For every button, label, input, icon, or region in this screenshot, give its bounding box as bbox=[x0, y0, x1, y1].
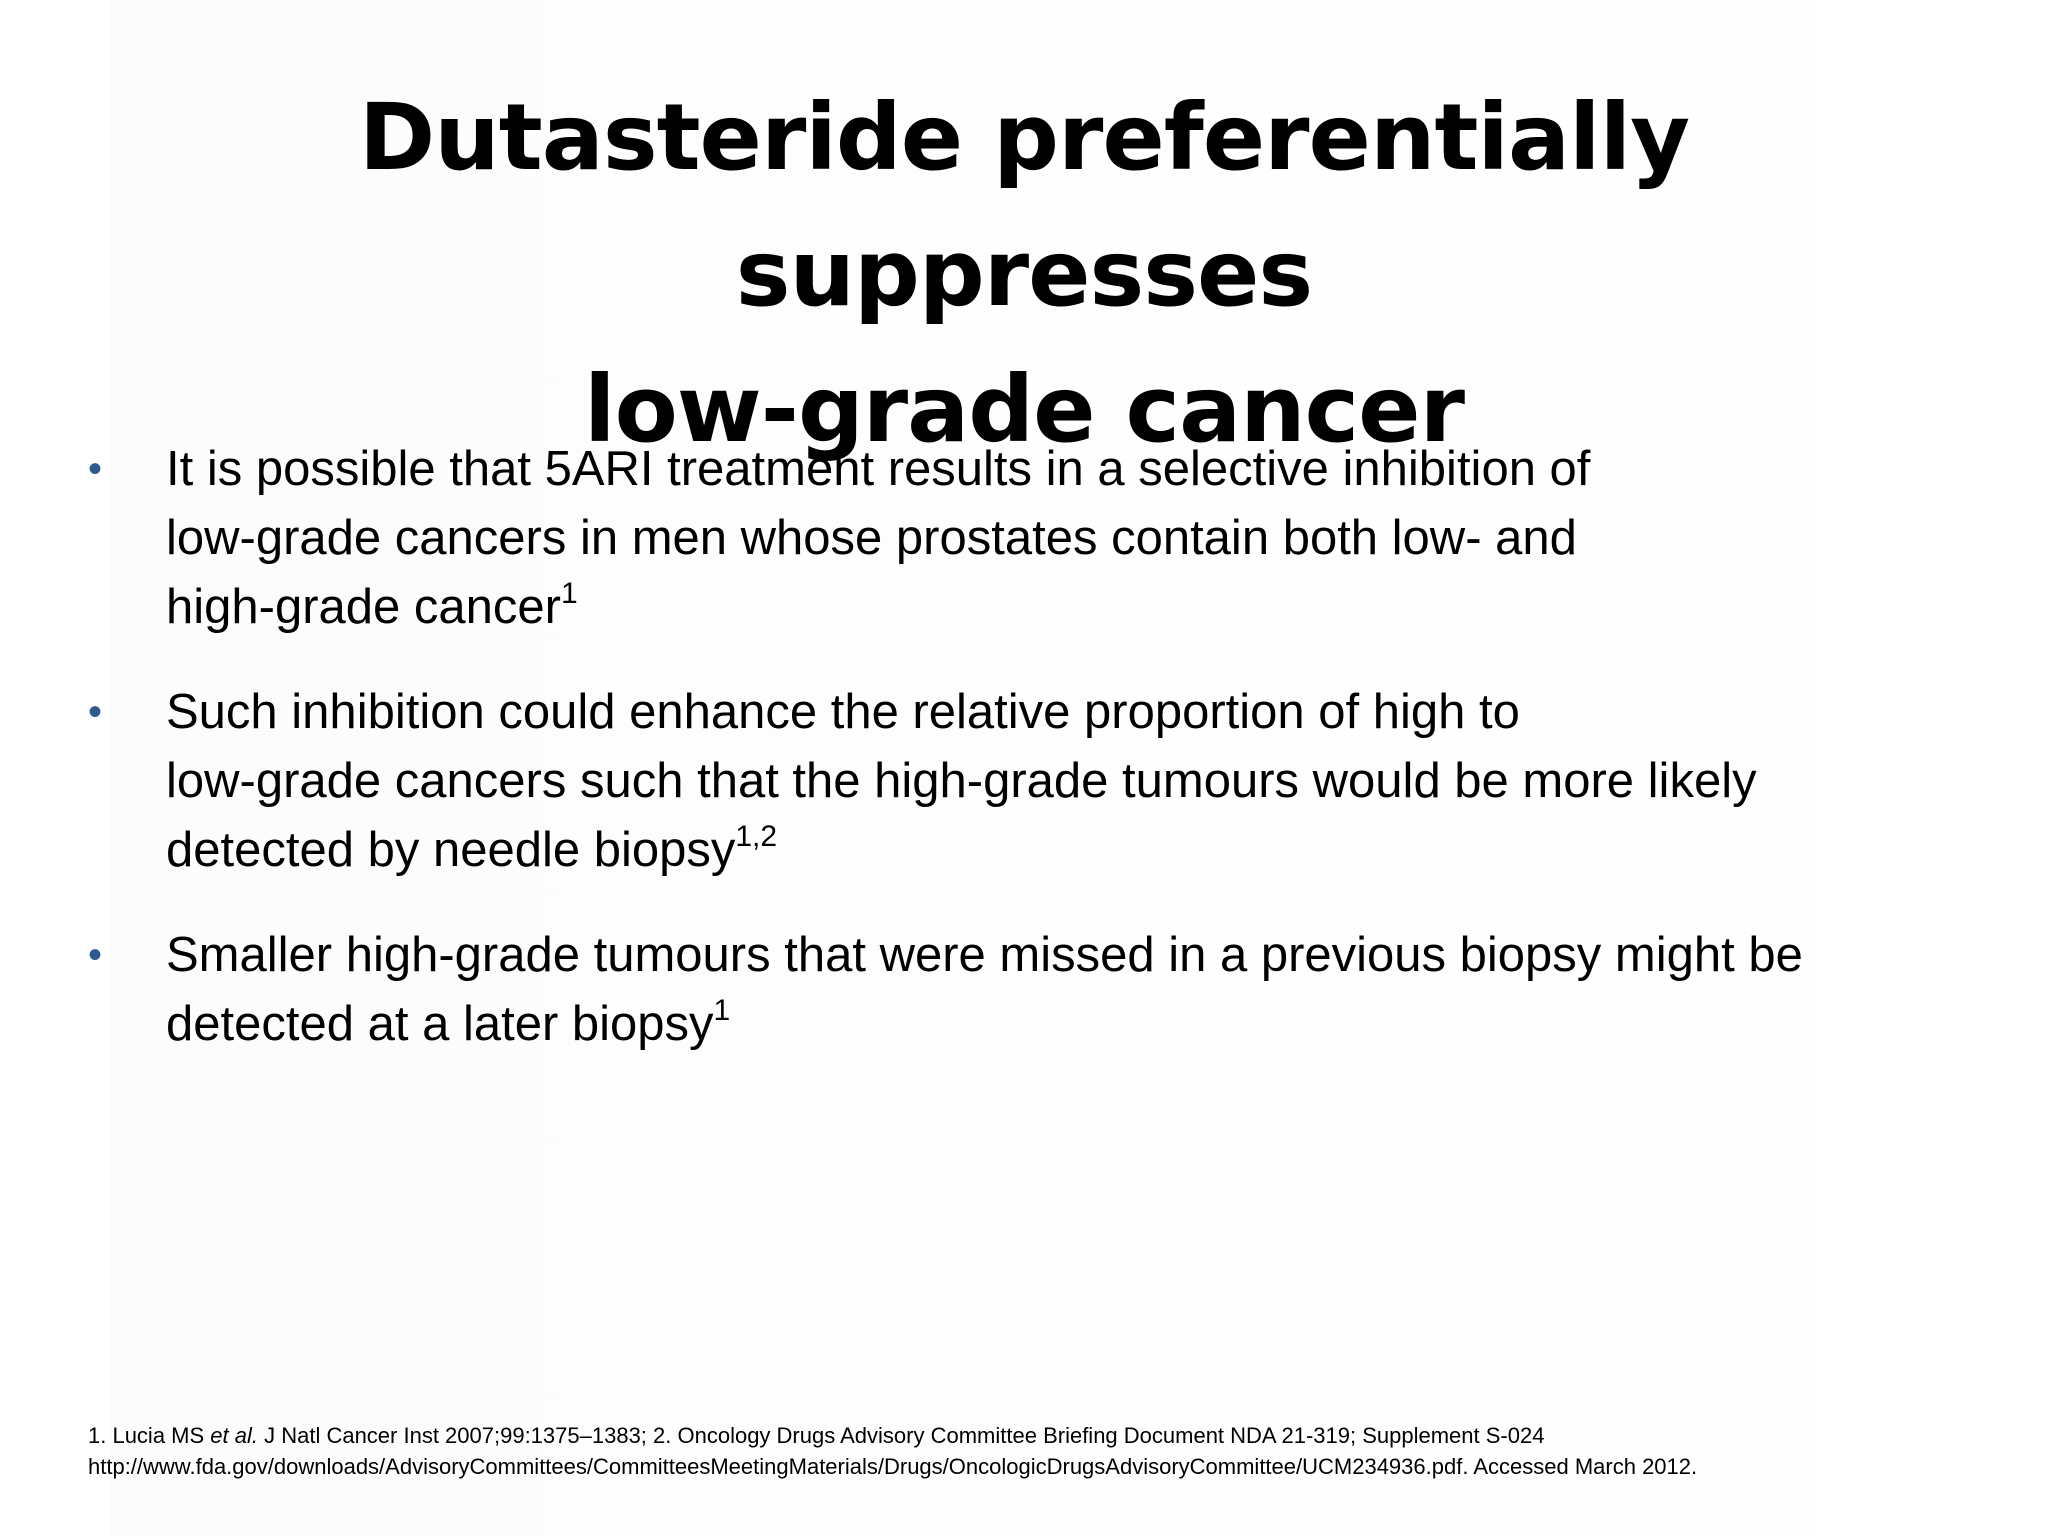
citation-superscript: 1 bbox=[560, 577, 578, 610]
bullet-line-last bbox=[166, 816, 1968, 885]
references bbox=[88, 1420, 1968, 1482]
bullet-list bbox=[88, 435, 1968, 1095]
reference-et-al: et al. bbox=[210, 1423, 258, 1448]
reference-line-1 bbox=[88, 1420, 1968, 1451]
bullet-line-last bbox=[166, 990, 1968, 1059]
reference-url-line: http://www.fda.gov/downloads/AdvisoryCommittees/CommitteesMeetingMaterials/Drugs/OncologicDrugsAdvisoryCommittee/UCM234936.pdf. Accessed March 2012. bbox=[88, 1454, 1698, 1479]
title-line-1: Dutasteride preferentially suppresses bbox=[358, 84, 1690, 327]
bullet-text bbox=[166, 678, 1968, 885]
bullet-item-3 bbox=[88, 921, 1968, 1059]
bullet-text bbox=[166, 921, 1968, 1059]
slide-title bbox=[100, 70, 1948, 478]
bullet-line: low-grade cancers such that the high-grade tumours would be more likely bbox=[166, 754, 1757, 808]
citation-superscript: 1 bbox=[713, 994, 731, 1027]
reference-prefix: 1. Lucia MS bbox=[88, 1423, 211, 1448]
bullet-line: Smaller high-grade tumours that were missed in a previous biopsy might be bbox=[166, 928, 1803, 982]
bullet-item-1 bbox=[88, 435, 1968, 642]
bullet-line-text: detected by needle biopsy bbox=[166, 823, 736, 877]
bullet-line: Such inhibition could enhance the relative proportion of high to bbox=[166, 685, 1520, 739]
reference-rest: J Natl Cancer Inst 2007;99:1375–1383; 2. Oncology Drugs Advisory Committee Briefing Document NDA 21-319; Supplement S-024 bbox=[257, 1423, 1545, 1448]
bullet-dot-icon: • bbox=[88, 690, 103, 734]
bullet-line-text: detected at a later biopsy bbox=[166, 997, 714, 1051]
bullet-dot-icon: • bbox=[88, 447, 103, 491]
bullet-dot-icon: • bbox=[88, 933, 103, 977]
bullet-item-2 bbox=[88, 678, 1968, 885]
bullet-line: It is possible that 5ARI treatment results in a selective inhibition of bbox=[166, 442, 1591, 496]
bullet-line: low-grade cancers in men whose prostates contain both low- and bbox=[166, 511, 1577, 565]
title-line-2: low-grade cancer bbox=[584, 356, 1464, 463]
bullet-line-text: high-grade cancer bbox=[166, 580, 561, 634]
bullet-text bbox=[166, 435, 1968, 642]
citation-superscript: 1,2 bbox=[735, 820, 778, 853]
bullet-line-last bbox=[166, 573, 1968, 642]
